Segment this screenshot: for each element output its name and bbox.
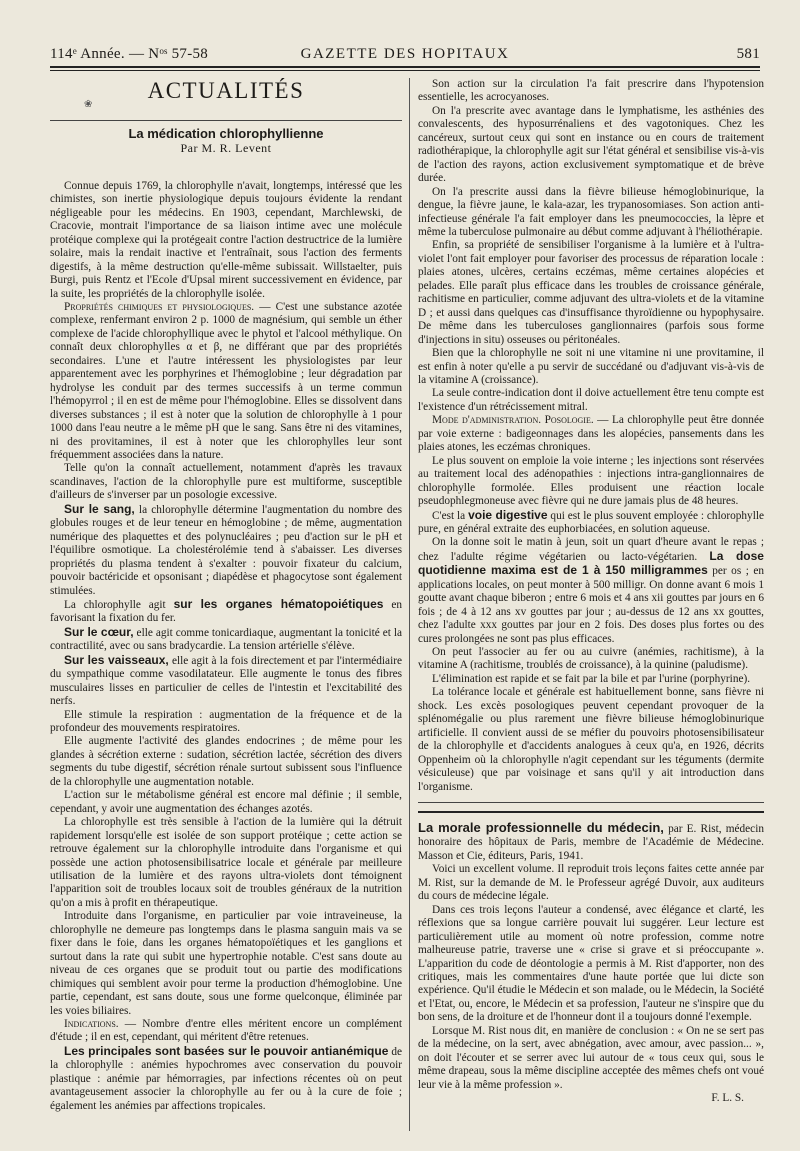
paragraph: Sur le sang, la chlorophylle détermine l'augmentation du nombre des globules rouges et de leur teneur en hémoglobine ; de même, augmentation numérique des plaquettes et des polynucléaires ; peu d'action sur le pH et l'équilibre osmotique. La cholestérolémie tend à s'abaisser. Les diverses propriétés du plasma tendent à s'exalter : pouvoir fixateur du calcium, pouvoir bactéricide et opsonisant ; diapédèse et phagocytose sont également stimulées. [50, 501, 402, 597]
header-rule-thin [50, 70, 760, 71]
paragraph: C'est la voie digestive qui est le plus souvent employée : chlorophylle pure, en général extraite des euphorbiacées, en solution aqueuse. [418, 507, 764, 535]
section-rule [50, 120, 402, 121]
paragraph-lead: Les principales sont basées sur le pouvoir antianémique [64, 1043, 389, 1058]
paragraph: Voici un excellent volume. Il reproduit trois leçons faites cette année par M. Rist, sur la demande de M. le Professeur agrégé Duvoir, aux auditeurs du cours de médecine légale. [418, 863, 764, 903]
paragraph: Elle stimule la respiration : augmentation de la fréquence et de la profondeur des mouvements respiratoires. [50, 708, 402, 735]
paragraph: La seule contre-indication dont il doive actuellement être tenu compte est l'existence d'un rétrécissement mitral. [418, 387, 764, 413]
paragraph: Les principales sont basées sur le pouvoir antianémique de la chlorophylle : anémies hypochromes avec conservation du pouvoir plastique : anémie par hémorragies, par infections récentes où on peut avantageusement associer la chlorophylle au fer ou à la cure de foie ; également les anémies par affections tropicales. [50, 1043, 402, 1112]
review-heading [418, 821, 764, 863]
paragraph: Dans ces trois leçons l'auteur a condensé, avec élégance et clarté, les réflexions que sa longue carrière pouvait lui suggérer. Leur lecture est particulièrement utile au moment où notre profession, comme notre malheureuse patrie, traverse une « crise si grave et si préoccupante ». L'apparition du code de déontologie a permis à M. Rist d'apporter, non des critiques, mais les commentaires d'une haute portée que lui dicte son expérience. Qu'il étudie le Médecin et son malade, ou le Médecin, la Société et l'Etat, ou, encore, le Médecin et sa profession, l'auteur ne s'inspire que du bon sens, de la droiture et de l'honneur dont il a toujours donné l'exemple. [418, 903, 764, 1024]
article-title: La médication chlorophyllienne [128, 126, 324, 141]
left-column [50, 78, 402, 1137]
paragraph: Sur les vaisseaux, elle agit à la fois directement et par l'intermédiaire du sympathique comme vasodilatateur. Elle augmente le tonus des fibres musculaires lisses en particulier de celles de l'intestin et l'excitabilité des nerfs. [50, 652, 402, 708]
paragraph: La chlorophylle est très sensible à l'action de la lumière qui la détruit rapidement lorsqu'elle est isolée de son support protéique ; cette action se retrouve également sur la chlorophylle introduite dans l'organisme et qui possède une action photosensibilisatrice locale et générale par meilleure utilisation de la lumière et des rayons ultra-violets dont témoignent l'apparition soit de troubles locaux soit de troubles généraux de la nutrition qu'on a mis à profit en thérapeutique. [50, 816, 402, 909]
review-rule [418, 802, 764, 803]
paragraph-lead: Indications. [64, 1018, 119, 1030]
paragraph: Elle augmente l'activité des glandes endocrines ; de même pour les glandes à sécrétion externe : sudation, sécrétion lactée, sécrétion des divers segments du tube digestif, sécrétion rénale surtout subissent sous l'influence de la chlorophylle une augmentation notable. [50, 735, 402, 788]
review-title: La morale professionnelle du médecin, [418, 820, 664, 836]
review-byline: par E. Rist, médecin honoraire des hôpitaux de Paris, membre de l'Académie de Médecine. Masson et Cie, éditeurs, Paris, 1941. [418, 823, 764, 862]
paragraph-lead: Propriétés chimiques et physiologiques. [64, 300, 255, 313]
paragraph: L'élimination est rapide et se fait par la bile et par l'urine (porphyrine). [432, 672, 751, 685]
paragraph-lead: voie digestive [468, 507, 548, 522]
paragraph: Mode d'administration. Posologie. — La chlorophylle peut être donnée par voie externe : badigeonnages dans les alopécies, pansements dans les plaies atones, les eczémas chroniques. [418, 414, 764, 454]
paragraph: On l'a prescrite avec avantage dans le lymphatisme, les asthénies des convalescents, des hyposurrénaliens et des vagotoniques. Chez les cancéreux, surtout ceux qui sont en instance ou en cours de traitement radiothérapique, la chlorophylle agit sur l'état général et sensibilise vis-à-vis de l'action des rayons, action exclusivement symptomatique et de brève durée. [418, 104, 764, 185]
paragraph: Bien que la chlorophylle ne soit ni une vitamine ni une provitamine, il est enfin à noter qu'elle a pu servir de succédané ou d'adjuvant vis-à-vis de la vitamine A (croissance). [418, 347, 764, 386]
paragraph: Indications. — Nombre d'entre elles méritent encore un complément d'étude ; il en est, cependant, qui méritent d'être retenues. [50, 1018, 402, 1044]
issue-number: 114ᵉ Année. — Nᵒˢ 57-58 [50, 46, 209, 62]
paragraph: Telle qu'on la connaît actuellement, notamment d'après les travaux scandinaves, l'action de la chlorophylle pure est multiforme, susceptible d'ailleurs de s'inverser par un posologie excessive. [50, 462, 402, 502]
paragraph: Lorsque M. Rist nous dit, en manière de conclusion : « On ne se sert pas de la médecine, on la sert, avec abnégation, avec amour, avec passion... », on doit l'écouter et se serrer avec lui autour de « tous ceux qui, sous le même drapeau, sous la même discipline acceptée des mêmes chefs ont voué leur vie à la même profession ». [418, 1024, 764, 1091]
paragraph-lead: Sur le cœur, [64, 624, 134, 639]
book-review [418, 821, 764, 1106]
paragraph: Connue depuis 1769, la chlorophylle n'avait, longtemps, intéressé que les chimistes, son inertie physiologique depuis toujours évidente la rendant négligeable pour les médecins. En 1903, cependant, Marchlewski, de Cracovie, montrait l'importance de sa liaison intime avec une molécule protéique complexe qui la protégeait contre l'action destructrice de la lumière solaire, mais la rendait inactive et l'entraînait, sous l'action des ferments digestifs, à la même destruction qu'elle-même subissait. Willstaelter, puis Burgi, puis Rentz et l'Ecole d'Upsal mirent successivement en évidence, par la suite, les propriétés de la chlorophylle isolée. [50, 179, 402, 300]
paragraph: Son action sur la circulation l'a fait prescrire dans l'hypotension essentielle, les acrocyanoses. [418, 78, 764, 104]
paragraph-lead: Sur les vaisseaux, [64, 652, 169, 667]
paragraph: L'action sur le métabolisme général est encore mal définie ; il semble, cependant, y avoir une augmentation des échanges azotés. [50, 789, 402, 815]
paragraph: La chlorophylle agit sur les organes hématopoiétiques en favorisant la fixation du fer. [50, 596, 402, 625]
ornament-icon: ❀ [84, 99, 93, 110]
dose-highlight: La dose quotidienne maxima est de 1 à 150 milligrammes [418, 548, 764, 578]
page-number: 581 [736, 46, 760, 62]
paragraph: Introduite dans l'organisme, en particulier par voie intraveineuse, la chlorophylle ne demeure pas longtemps dans le plasma sanguin mais va se fixer dans le foie, dans les organes hématopoïétiques et les ganglions et surtout dans la rate qui subit une hypertrophie notable. C'est sans doute au niveau de ces organes que se produit tout ou partie des modifications chimiques qui semblent avoir pour terme la production d'hémoglobine. Une partie, cependant, est sans doute, sous une forme quelconque, éliminée par les voies biliaires. [50, 910, 402, 1017]
running-header [50, 44, 760, 66]
paragraph: Propriétés chimiques et physiologiques. — C'est une substance azotée complexe, renfermant environ 2 p. 1000 de magnésium, qui semble un éther complexe de l'acide chlorophyllique avec le phytol et l'alcool méthylique. On connaît deux chlorophylles α et β, ne différant que par des propriétés secondaires. L'une et l'autre intéressent les physiologistes par leur apparentement avec les porphyrines et l'hémoglobine ; leur dégradation par hydrolyse les conduit par des termes successifs à un terme commun l'hémopyrrol ; il en est de même pour l'hémoglobine. Elles se dissolvent dans diverses substances ; il est à noter que la solution de chlorophylle à 1 pour 1000 dans l'eau neutre a le même pH que le sang. Sans être ni des vitamines, ni des provitamines, il est à noter que les chlorophylles leur sont fréquemment associées dans la nature. [50, 300, 402, 461]
column-divider [409, 78, 410, 1131]
review-rule-thick [418, 811, 764, 813]
paragraph-lead: sur les organes hématopoiétiques [173, 596, 384, 611]
section-heading-block [50, 78, 402, 118]
paragraph: Sur le cœur, elle agit comme tonicardiaque, augmentant la tonicité et la contractilité, avec ou sans bradycardie. La tension artérielle s'élève. [50, 624, 402, 653]
paragraph: Le plus souvent on emploie la voie interne ; les injections sont réservées au traitement local des adénopathies : injections intra-ganglionnaires de chlorophylle formolée. Elles produisent une réaction locale pseudophlegmoneuse avec fièvre qui ne dure jamais plus de 48 heures. [418, 454, 764, 508]
header-rule [50, 66, 760, 68]
review-signature: F. L. S. [711, 1092, 744, 1105]
paragraph: La tolérance locale et générale est habituellement bonne, sans fièvre ni shock. Les excès posologiques peuvent cependant provoquer de la splénomégalie ou plus rarement une fièvre bilieuse hémoglobinurique artificielle. Il convient aussi de se méfier du pouvoirs photosensibilisateur de la chlorophylle et d'accidents analogues à ceux qu'a, en 1926, décrits Oppenheim où la chlorophylle n'agit cependant sur les téguments (dermite vésiculeuse) que par voisinage et sans qu'il y ait introduction dans l'organisme. [418, 686, 764, 793]
article-author: Par M. R. Levent [180, 141, 272, 156]
paragraph-lead: Sur le sang, [64, 501, 135, 516]
paragraph: On l'a prescrite aussi dans la fièvre bilieuse hémoglobinurique, la dengue, la fièvre jaune, le kala-azar, les trypanosomiases. Son action anti-infectieuse générale l'a fait employer dans les pneumococcies, la lèpre et même la tuberculose pulmonaire au début comme adjuvant à l'héliothérapie. [418, 185, 764, 238]
paragraph: Enfin, sa propriété de sensibiliser l'organisme à la lumière et à l'ultra-violet l'ont fait employer pour favoriser des processus de réparation locale : plaies atones, ulcères, certains eczémas, même certaines alopécies et pelades. Elle paraît plus efficace dans les troubles de croissance générale, rachitisme en particulier, comme adjuvant des ultra-violets et de la vitamine D ; et aussi dans quelques cas d'insuffisance thyroïdienne ou hypophysaire. De même dans les tuberculoses ganglionnaires (parfois sous forme d'injections in situ) osseuses ou péritonéales. [418, 239, 764, 346]
paragraph: On la donne soit le matin à jeun, soit un quart d'heure avant le repas ; chez l'adulte régime végétarien ou lacto-végétarien. La dose quotidienne maxima est de 1 à 150 milligrammes per os ; en applications locales, on peut monter à 500 milligr. On donne avant 6 mois 1 goutte avant chaque biberon ; entre 6 mois et 4 ans xii gouttes par jours en 6 fois ; de 4 à 12 ans xv gouttes par jour ; au-dessus de 12 ans xx gouttes, chez l'adulte xxx gouttes par jour en 2 fois. Des doses plus fortes ou des cures prolongées ne sont pas plus efficaces. [418, 536, 764, 645]
section-title: ACTUALITÉS [147, 78, 305, 103]
journal-title: GAZETTE DES HOPITAUX [300, 46, 510, 62]
paragraph: On peut l'associer au fer ou au cuivre (anémies, rachitisme), à la vitamine A (rachitisme, troublés de croissance), à la quinine (paludisme). [418, 646, 764, 672]
paragraph-lead: Mode d'administration. Posologie. [432, 414, 594, 427]
right-column [418, 78, 764, 1137]
